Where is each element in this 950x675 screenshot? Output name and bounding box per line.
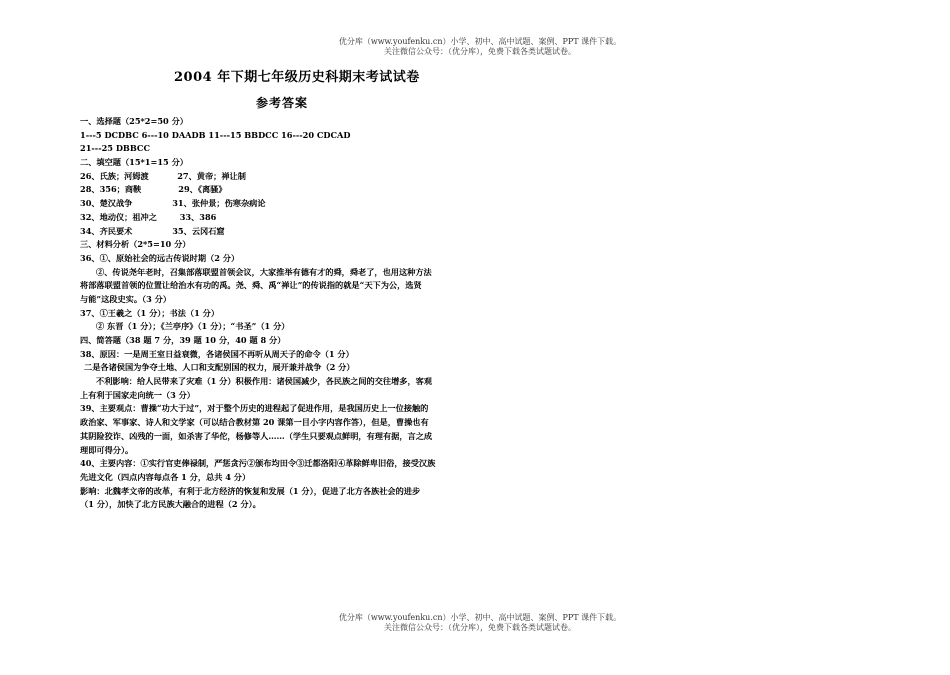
answer-line: 1---5 DCDBC 6---10 DAADB 11---15 BBDCC 16---20 CDCAD bbox=[80, 129, 351, 140]
answer-line: 不利影响：给人民带来了灾难（1 分）积极作用：诸侯国减少，各民族之间的交往增多，客观 bbox=[96, 376, 433, 387]
watermark-top-line1: 优分库（www.youfenku.cn）小学、初中、高中试题、案例、PPT 课件下载。 bbox=[338, 37, 622, 46]
answer-line: ② 东晋（1 分）；《兰亭序》（1 分）；“书圣”（1 分） bbox=[96, 321, 290, 332]
watermark-bottom-line2: 关注微信公众号：（优分库），免费下载各类试题试卷。 bbox=[384, 623, 576, 632]
answer-line: 34、齐民要术 35、云冈石窟 bbox=[80, 225, 225, 236]
watermark-bottom-line1: 优分库（www.youfenku.cn）小学、初中、高中试题、案例、PPT 课件下载。 bbox=[338, 613, 622, 622]
section-heading: 三、材料分析（2*5=10 分） bbox=[80, 239, 191, 250]
answer-line: 30、楚汉战争 31、张仲景；伤寒杂病论 bbox=[80, 198, 266, 209]
answer-line: ②、传说尧年老时，召集部落联盟首领会议，大家推举有德有才的舜，舜老了，也用这种方法 bbox=[96, 266, 432, 277]
answer-line: 理即可得分）。 bbox=[80, 444, 134, 455]
document-subtitle: 参考答案 bbox=[256, 96, 309, 110]
watermark-top-line2: 关注微信公众号：（优分库），免费下载各类试题试卷。 bbox=[384, 47, 576, 56]
answer-line: 上有利于国家走向统一（3 分） bbox=[80, 389, 195, 400]
answer-line: 39、主要观点：曹操“功大于过”，对于整个历史的进程起了促进作用，是我国历史上一位接触的 bbox=[80, 403, 429, 414]
answer-line: 先进文化（四点内容每点各 1 分，总共 4 分） bbox=[80, 471, 251, 482]
answer-line: 其阴险狡诈、凶残的一面，如杀害了华佗，杨修等人……（学生只要观点鲜明，有理有据，言之成 bbox=[80, 430, 433, 441]
answer-line: 37、①王羲之（1 分）；书法（1 分） bbox=[80, 307, 220, 318]
answer-line: 28、356；商鞅 29、《离骚》 bbox=[80, 184, 227, 195]
answer-line: （1 分），加快了北方民族大融合的进程（2 分）。 bbox=[80, 499, 261, 510]
answer-line: 政治家、军事家、诗人和文学家（可以结合教材第 20 课第一目小字内容作答），但是，曹操也有 bbox=[80, 417, 429, 428]
answer-line: 与能”这段史实。（3 分） bbox=[80, 293, 172, 304]
section-heading: 一、选择题（25*2=50 分） bbox=[80, 116, 188, 126]
answer-key-body bbox=[80, 115, 480, 512]
watermark-top bbox=[330, 37, 630, 57]
watermark-bottom bbox=[330, 613, 630, 633]
answer-line: 36、①、原始社会的远古传说时期（2 分） bbox=[80, 252, 240, 263]
answer-line: 影响：北魏孝文帝的改革，有利于北方经济的恢复和发展（1 分），促进了北方各族社会的进步 bbox=[80, 485, 421, 496]
section-heading: 四、简答题（38 题 7 分，39 题 10 分，40 题 8 分） bbox=[80, 335, 286, 345]
answer-line: 40、主要内容：①实行官吏俸禄制，严惩贪污②颁布均田令③迁都洛阳④革除鲜卑旧俗，接受汉族 bbox=[80, 458, 436, 469]
answer-line: 38、原因：一是周王室日益衰微，各诸侯国不再听从周天子的命令（1 分） bbox=[80, 348, 354, 359]
answer-line: 26、氏族；河姆渡 27、黄帝；禅让制 bbox=[80, 170, 246, 181]
answer-line: 二是各诸侯国为争夺土地、人口和支配别国的权力，展开兼并战争（2 分） bbox=[84, 362, 355, 373]
section-heading: 二、填空题（15*1=15 分） bbox=[80, 157, 188, 168]
document-title: 2004 年下期七年级历史科期末考试试卷 bbox=[174, 70, 420, 85]
answer-line: 21---25 DBBCC bbox=[80, 143, 150, 154]
answer-line: 32、地动仪；祖冲之 33、386 bbox=[80, 211, 217, 222]
answer-line: 将部落联盟首领的位置让给治水有功的禹。尧、舜、禹“禅让”的传说指的就是“天下为公，选贤 bbox=[80, 280, 422, 291]
